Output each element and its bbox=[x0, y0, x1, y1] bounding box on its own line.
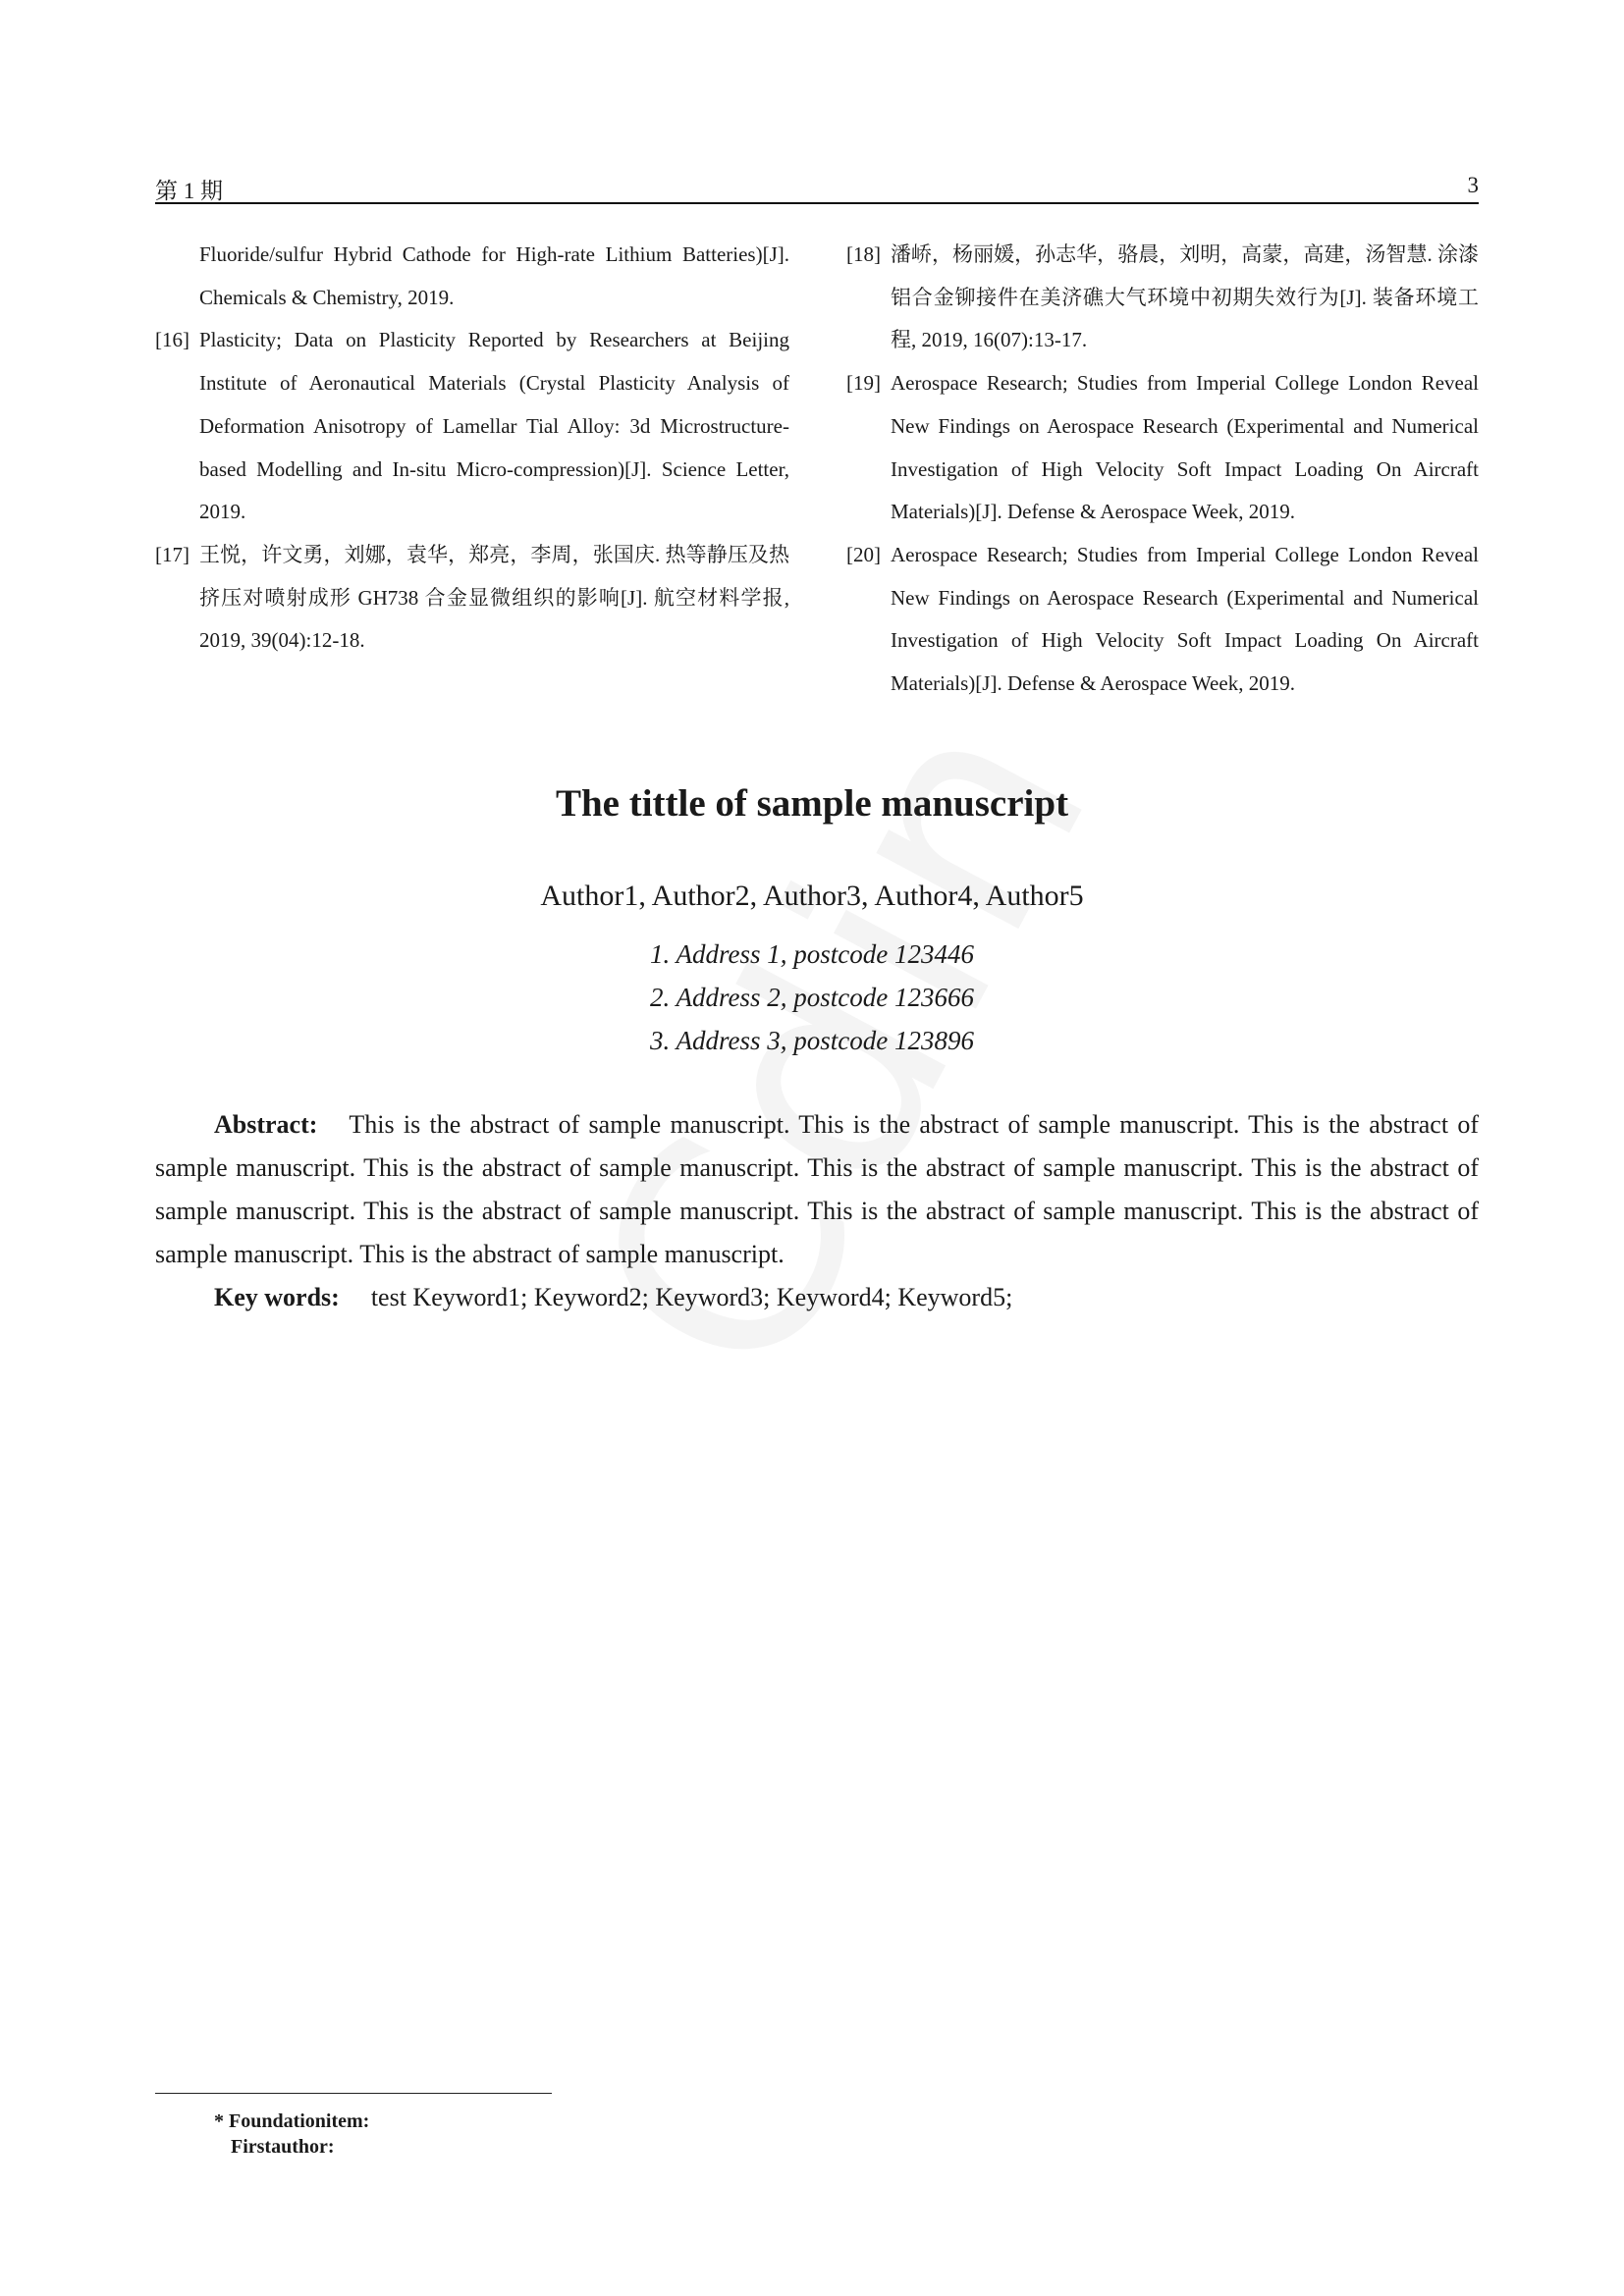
references-left-column bbox=[155, 234, 789, 663]
reference-number: [18] bbox=[846, 242, 881, 266]
issue-label: 第 1 期 bbox=[155, 179, 223, 203]
reference-text: Aerospace Research; Studies from Imperial College London Reveal New Findings on Aerospace Research (Experimental and Numerical Investigation of High Velocity Soft Impact Loading On Aircraft Materials)[J]. Defense & Aerospace Week, 2019. bbox=[891, 542, 1479, 696]
reference-text: 潘峤，杨丽媛，孙志华，骆晨，刘明，高蒙，高建，汤智慧. 涂漆铝合金铆接件在美济礁大气环境中初期失效行为[J]. 装备环境工程, 2019, 16(07):13-17. bbox=[891, 242, 1479, 352]
abstract-label: Abstract: bbox=[214, 1110, 318, 1139]
author-list: Author1, Author2, Author3, Author4, Author5 bbox=[540, 880, 1084, 912]
address-list bbox=[0, 933, 1624, 1062]
footnote-foundation: * Foundationitem: bbox=[214, 2110, 370, 2132]
references-right-column bbox=[846, 234, 1479, 706]
running-header bbox=[155, 173, 1479, 204]
reference-item bbox=[155, 234, 789, 319]
reference-item bbox=[846, 534, 1479, 706]
reference-text: Plasticity; Data on Plasticity Reported by Researchers at Beijing Institute of Aeronautical Materials (Crystal Plasticity Analysis of Deformation Anisotropy of Lamellar Tial Alloy: 3d Microstructure-based Modelling and In-situ Micro-compression)[J]. Science Letter, 2019. bbox=[199, 328, 789, 524]
footnote-rule bbox=[155, 2093, 552, 2094]
footnote bbox=[214, 2109, 369, 2160]
reference-number: [19] bbox=[846, 371, 881, 396]
reference-item bbox=[846, 362, 1479, 534]
address-line: 1. Address 1, postcode 123446 bbox=[650, 939, 974, 969]
address-line: 2. Address 2, postcode 123666 bbox=[650, 983, 974, 1012]
footnote-first-author: Firstauthor: bbox=[231, 2136, 335, 2158]
abstract bbox=[155, 1103, 1479, 1276]
page-number: 3 bbox=[1467, 173, 1479, 197]
reference-number: [20] bbox=[846, 542, 881, 566]
reference-number: [17] bbox=[155, 542, 189, 566]
reference-item bbox=[846, 234, 1479, 362]
reference-text: 王悦，许文勇，刘娜，袁华，郑亮，李周，张国庆. 热等静压及热挤压对喷射成形 GH738 合金显微组织的影响[J]. 航空材料学报, 2019, 39(04):12-18. bbox=[199, 542, 789, 653]
reference-item bbox=[155, 319, 789, 534]
reference-number: [16] bbox=[155, 328, 189, 352]
reference-text: Aerospace Research; Studies from Imperial College London Reveal New Findings on Aerospace Research (Experimental and Numerical Investigation of High Velocity Soft Impact Loading On Aircraft Materials)[J]. Defense & Aerospace Week, 2019. bbox=[891, 371, 1479, 524]
paper-title: The tittle of sample manuscript bbox=[555, 782, 1069, 825]
keywords bbox=[214, 1276, 1479, 1319]
abstract-text: This is the abstract of sample manuscript. This is the abstract of sample manuscript. This is the abstract of sample manuscript. This is the abstract of sample manuscript. This is the abstract of sample manuscript. This is the abstract of sample manuscript. This is the abstract of sample manuscript. This is the abstract of sample manuscript. This is the abstract of sample manuscript. This is the abstract of sample manuscript. bbox=[155, 1110, 1479, 1268]
reference-text: Fluoride/sulfur Hybrid Cathode for High-rate Lithium Batteries)[J]. Chemicals & Chemistry, 2019. bbox=[199, 242, 789, 309]
keywords-label: Key words: bbox=[214, 1283, 340, 1311]
address-line: 3. Address 3, postcode 123896 bbox=[650, 1026, 974, 1055]
keywords-text: test Keyword1; Keyword2; Keyword3; Keyword4; Keyword5; bbox=[370, 1283, 1013, 1311]
reference-item bbox=[155, 534, 789, 663]
